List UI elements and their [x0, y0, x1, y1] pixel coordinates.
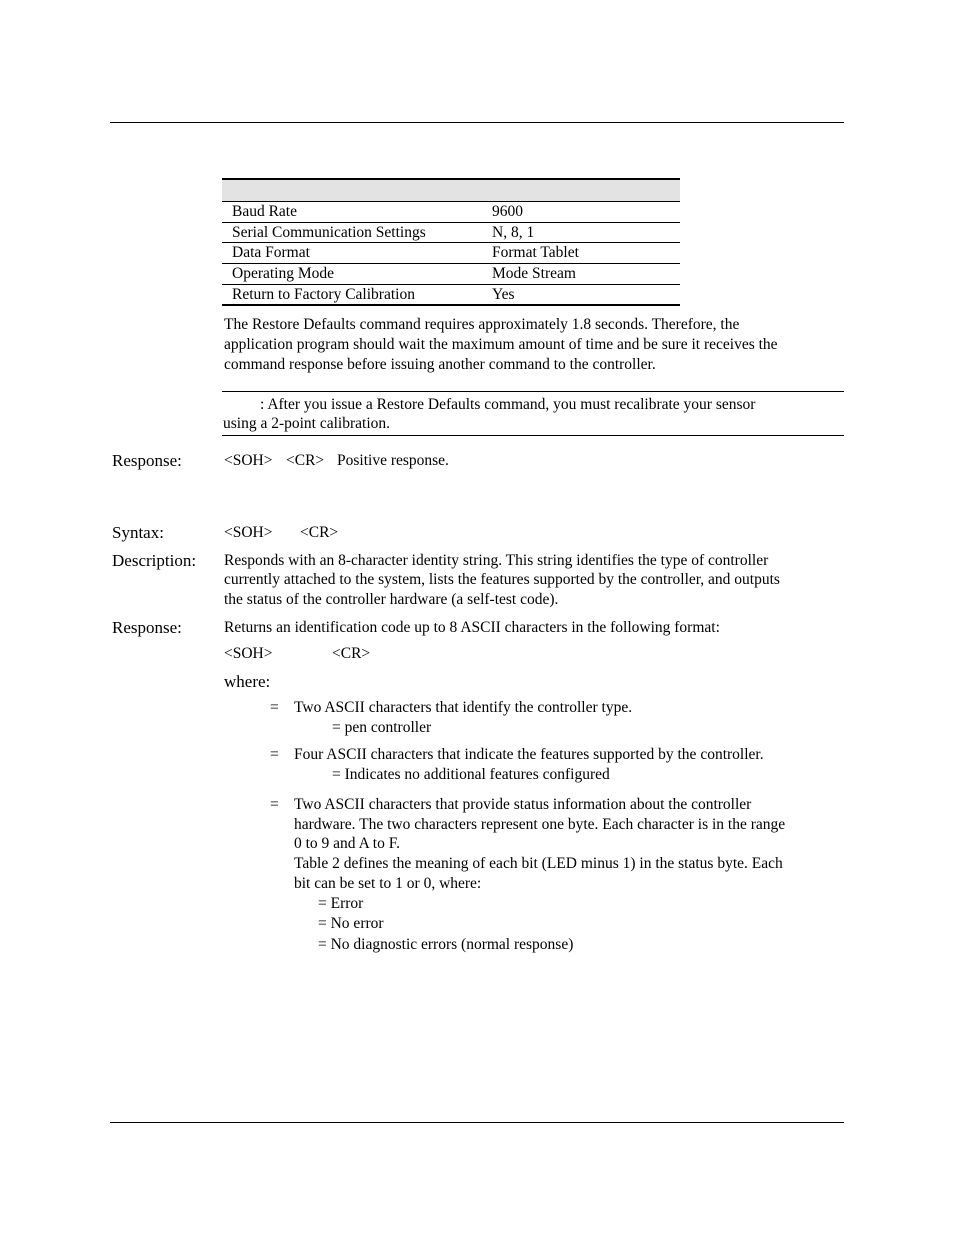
value-cell: 9600 — [492, 203, 523, 220]
status-description-line: bit can be set to 1 or 0, where: — [294, 875, 482, 892]
table-row — [222, 243, 680, 264]
bit-error: = Error — [318, 895, 364, 912]
type-value: = pen controller — [332, 719, 432, 736]
features-description: Four ASCII characters that indicate the features supported by the controller. — [294, 746, 764, 763]
description-line: currently attached to the system, lists the features supported by the controller, and outputs — [224, 571, 780, 588]
bit-no-error: = No error — [318, 915, 384, 932]
bit-normal: = No diagnostic errors (normal response) — [318, 936, 574, 953]
table-row — [222, 285, 680, 307]
description-line: Responds with an 8-character identity string. This string identifies the type of controller — [224, 552, 769, 569]
equals-sign: = — [270, 796, 279, 813]
equals-sign: = — [270, 699, 279, 716]
defaults-table — [222, 178, 680, 306]
header-rule — [110, 122, 844, 123]
value-cell: Yes — [492, 285, 515, 303]
table-row — [222, 223, 680, 244]
setting-cell: Operating Mode — [232, 265, 335, 283]
footer-rule — [110, 1122, 844, 1123]
soh-token: <SOH> — [224, 524, 273, 541]
description-label: Description: — [112, 551, 197, 570]
setting-cell: Data Format — [232, 244, 310, 262]
setting-cell: Serial Communication Settings — [232, 223, 426, 241]
note-box — [222, 391, 844, 436]
note-line: using a 2-point calibration. — [223, 415, 391, 432]
restore-paragraph-line: command response before issuing another command to the controller. — [224, 356, 656, 373]
value-cell: Format Tablet — [492, 244, 579, 262]
table-row — [222, 202, 680, 223]
equals-sign: = — [270, 746, 279, 763]
response-label: Response: — [112, 618, 182, 637]
restore-paragraph-line: application program should wait the maximum amount of time and be sure it receives the — [224, 336, 778, 353]
cr-token: <CR> — [300, 524, 339, 541]
description-line: the status of the controller hardware (a self-test code). — [224, 591, 559, 608]
status-description-line: Table 2 defines the meaning of each bit (LED minus 1) in the status byte. Each — [294, 855, 783, 872]
status-description-line: Two ASCII characters that provide status information about the controller — [294, 796, 752, 813]
soh-token: <SOH> — [224, 452, 273, 469]
cr-token: <CR> — [286, 452, 325, 469]
cr-token: <CR> — [332, 645, 371, 662]
response-intro: Returns an identification code up to 8 ASCII characters in the following format: — [224, 619, 720, 636]
response-label: Response: — [112, 451, 182, 470]
syntax-label: Syntax: — [112, 523, 164, 542]
soh-token: <SOH> — [224, 645, 273, 662]
setting-cell: Baud Rate — [232, 203, 297, 220]
table-row — [222, 264, 680, 285]
value-cell: Mode Stream — [492, 265, 576, 283]
response-text: Positive response. — [337, 452, 449, 469]
status-description-line: hardware. The two characters represent one byte. Each character is in the range — [294, 816, 786, 833]
restore-paragraph-line: The Restore Defaults command requires approximately 1.8 seconds. Therefore, the — [224, 316, 740, 333]
value-cell: N, 8, 1 — [492, 223, 535, 241]
type-description: Two ASCII characters that identify the controller type. — [294, 699, 633, 716]
where-label: where: — [224, 672, 271, 691]
status-description-line: 0 to 9 and A to F. — [294, 835, 400, 852]
features-value: = Indicates no additional features configured — [332, 766, 610, 783]
note-line: : After you issue a Restore Defaults command, you must recalibrate your sensor — [260, 396, 756, 413]
table-header — [222, 178, 680, 202]
setting-cell: Return to Factory Calibration — [232, 285, 415, 303]
